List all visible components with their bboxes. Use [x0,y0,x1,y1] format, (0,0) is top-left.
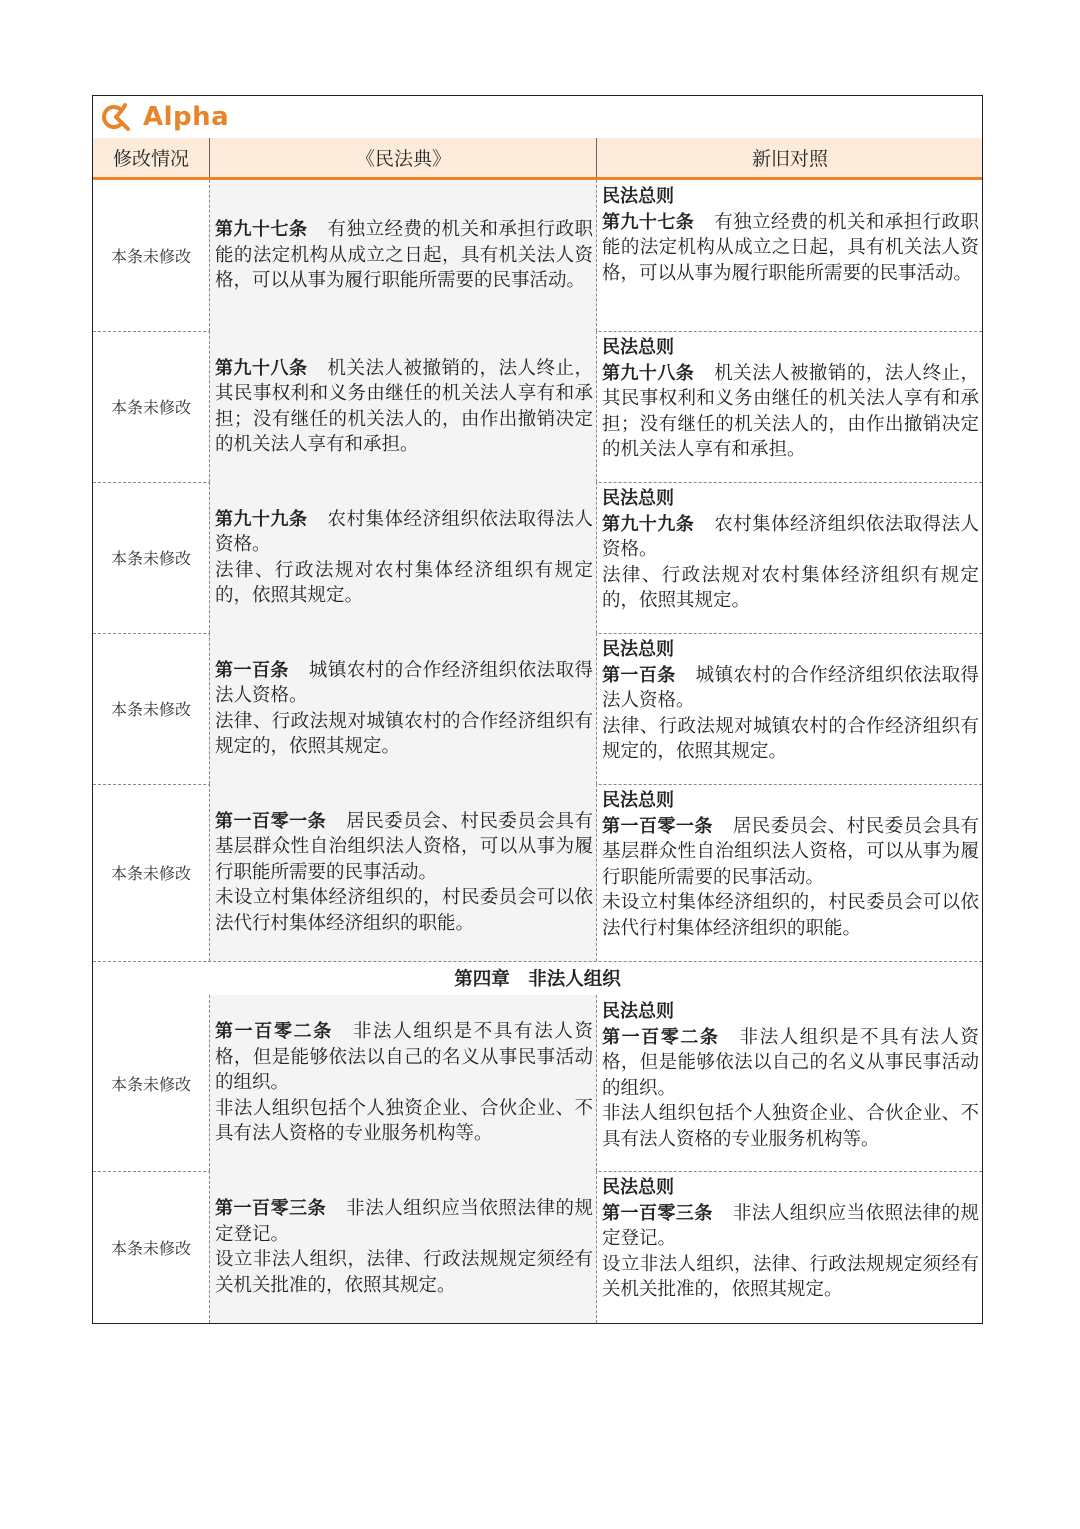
article-paragraph [602,663,979,714]
book-label: 民法总则 [602,790,674,811]
paragraph-text: 未设立村集体经济组织的，村民委员会可以依法代行村集体经济组织的职能。 [215,887,593,934]
paragraph-text: 机关法人被撤销的，法人终止，其民事权利和义务由继任的机关法人享有和承担；没有继任的机关法人的，由作出撤销决定的机关法人享有和承担。 [602,362,979,460]
table-header [93,138,982,180]
article-number: 第一百条 [215,659,289,681]
article-paragraph [215,217,593,294]
article-text [597,184,982,286]
article-number: 第九十九条 [215,508,308,530]
paragraph-text: 设立非法人组织，法律、行政法规规定须经有关机关批准的，依照其规定。 [215,1249,593,1296]
article-paragraph [215,507,593,558]
article-paragraph [215,558,593,609]
status-cell: 本条未修改 [110,398,191,417]
article-number: 第九十九条 [602,513,695,535]
status-cell: 本条未修改 [110,1074,191,1094]
article-paragraph [602,512,979,563]
paragraph-text: 居民委员会、村民委员会具有基层群众性自治组织法人资格，可以从事为履行职能所需要的民事活动。 [215,810,593,883]
paragraph-text: 有独立经费的机关和承担行政职能的法定机构从成立之日起，具有机关法人资格，可以从事为履行职能所需要的民事活动。 [602,211,979,284]
header-civil-code: 《民法典》 [209,138,597,177]
status-cell: 本条未修改 [110,1238,191,1258]
book-label: 民法总则 [602,186,674,207]
article-paragraph [215,1019,593,1096]
paragraph-text: 有独立经费的机关和承担行政职能的法定机构从成立之日起，具有机关法人资格，可以从事为履行职能所需要的民事活动。 [215,219,593,292]
paragraph-text: 法律、行政法规对城镇农村的合作经济组织有规定的，依照其规定。 [602,715,979,762]
article-number: 第九十八条 [215,357,308,379]
table-row [93,180,982,331]
article-paragraph [602,1025,979,1102]
table-row [93,995,982,1171]
article-paragraph [215,885,593,936]
status-cell: 本条未修改 [110,549,191,568]
article-text [210,356,596,458]
article-paragraph [602,714,979,765]
article-paragraph [602,1101,979,1152]
table-row [93,784,982,961]
article-text [597,637,982,765]
article-number: 第一百条 [602,664,676,686]
table-row [93,633,982,784]
civil-code-cell [209,482,597,633]
article-text [597,999,982,1152]
comparison-cell [597,482,982,633]
status-cell: 本条未修改 [110,247,191,266]
article-paragraph [215,356,593,458]
status-cell: 本条未修改 [110,864,191,883]
paragraph-text: 居民委员会、村民委员会具有基层群众性自治组织法人资格，可以从事为履行职能所需要的民事活动。 [602,815,979,888]
article-number: 第九十八条 [602,362,695,384]
article-paragraph [215,658,593,709]
comparison-cell [597,995,982,1171]
paragraph-text: 机关法人被撤销的，法人终止，其民事权利和义务由继任的机关法人享有和承担；没有继任的机关法人的，由作出撤销决定的机关法人享有和承担。 [215,357,593,455]
alpha-logo-icon [101,103,131,131]
paragraph-text: 法律、行政法规对农村集体经济组织有规定的，依照其规定。 [602,564,979,611]
civil-code-cell [209,995,597,1171]
paragraph-text: 未设立村集体经济组织的，村民委员会可以依法代行村集体经济组织的职能。 [602,892,979,939]
paragraph-text: 非法人组织应当依照法律的规定登记。 [602,1202,979,1249]
article-number: 第一百零二条 [215,1021,333,1043]
article-text [597,335,982,463]
article-paragraph [602,563,979,614]
civil-code-cell [209,1171,597,1323]
brand-name: Alpha [143,102,230,132]
article-text [210,217,596,294]
paragraph-text: 城镇农村的合作经济组织依法取得法人资格。 [215,659,593,706]
table-row [93,482,982,633]
paragraph-text: 设立非法人组织，法律、行政法规规定须经有关机关批准的，依照其规定。 [602,1253,979,1300]
article-paragraph [602,1201,979,1252]
paragraph-text: 非法人组织应当依照法律的规定登记。 [215,1198,593,1245]
paragraph-text: 非法人组织是不具有法人资格，但是能够依法以自己的名义从事民事活动的组织。 [602,1026,979,1099]
article-text [210,809,596,937]
book-label: 民法总则 [602,488,674,509]
comparison-cell [597,331,982,482]
civil-code-cell [209,331,597,482]
brand-bar [93,96,982,139]
article-text [597,486,982,614]
paragraph-text: 非法人组织包括个人独资企业、合伙企业、不具有法人资格的专业服务机构等。 [602,1103,979,1150]
comparison-table [92,95,983,1324]
article-paragraph [215,709,593,760]
article-number: 第一百零一条 [215,810,327,832]
paragraph-text: 法律、行政法规对农村集体经济组织有规定的，依照其规定。 [215,559,593,606]
article-text [597,788,982,941]
book-label: 民法总则 [602,1177,674,1198]
comparison-cell [597,784,982,961]
civil-code-cell [209,633,597,784]
header-status: 修改情况 [112,148,189,170]
article-text [210,1019,596,1147]
article-paragraph [602,1252,979,1303]
article-paragraph [602,814,979,891]
article-paragraph [602,361,979,463]
table-row [93,331,982,482]
article-number: 第一百零三条 [602,1202,713,1224]
table-row [93,1171,982,1323]
comparison-cell [597,180,982,331]
chapter-heading: 第四章 非法人组织 [454,969,621,990]
civil-code-cell [209,180,597,331]
article-number: 第一百零三条 [215,1198,327,1219]
article-text [210,658,596,760]
comparison-cell [597,633,982,784]
paragraph-text: 城镇农村的合作经济组织依法取得法人资格。 [602,664,979,711]
paragraph-text: 农村集体经济组织依法取得法人资格。 [215,508,593,555]
civil-code-cell [209,784,597,961]
paragraph-text: 农村集体经济组织依法取得法人资格。 [602,513,979,560]
article-text [597,1175,982,1303]
paragraph-text: 非法人组织是不具有法人资格，但是能够依法以自己的名义从事民事活动的组织。 [215,1021,593,1094]
article-number: 第九十七条 [215,219,308,241]
article-number: 第九十七条 [602,211,695,233]
article-paragraph [215,1096,593,1147]
book-label: 民法总则 [602,1001,674,1022]
article-number: 第一百零二条 [602,1026,720,1048]
article-text [210,1196,596,1298]
article-text [210,507,596,609]
article-number: 第一百零一条 [602,815,713,837]
article-paragraph [215,1196,593,1247]
article-paragraph [602,890,979,941]
comparison-cell [597,1171,982,1323]
article-paragraph [602,210,979,287]
book-label: 民法总则 [602,639,674,660]
header-comparison: 新旧对照 [596,138,983,177]
book-label: 民法总则 [602,337,674,358]
article-paragraph [215,1247,593,1298]
article-paragraph [215,809,593,886]
status-cell: 本条未修改 [110,700,191,719]
paragraph-text: 法律、行政法规对城镇农村的合作经济组织有规定的，依照其规定。 [215,710,593,757]
paragraph-text: 非法人组织包括个人独资企业、合伙企业、不具有法人资格的专业服务机构等。 [215,1097,593,1145]
